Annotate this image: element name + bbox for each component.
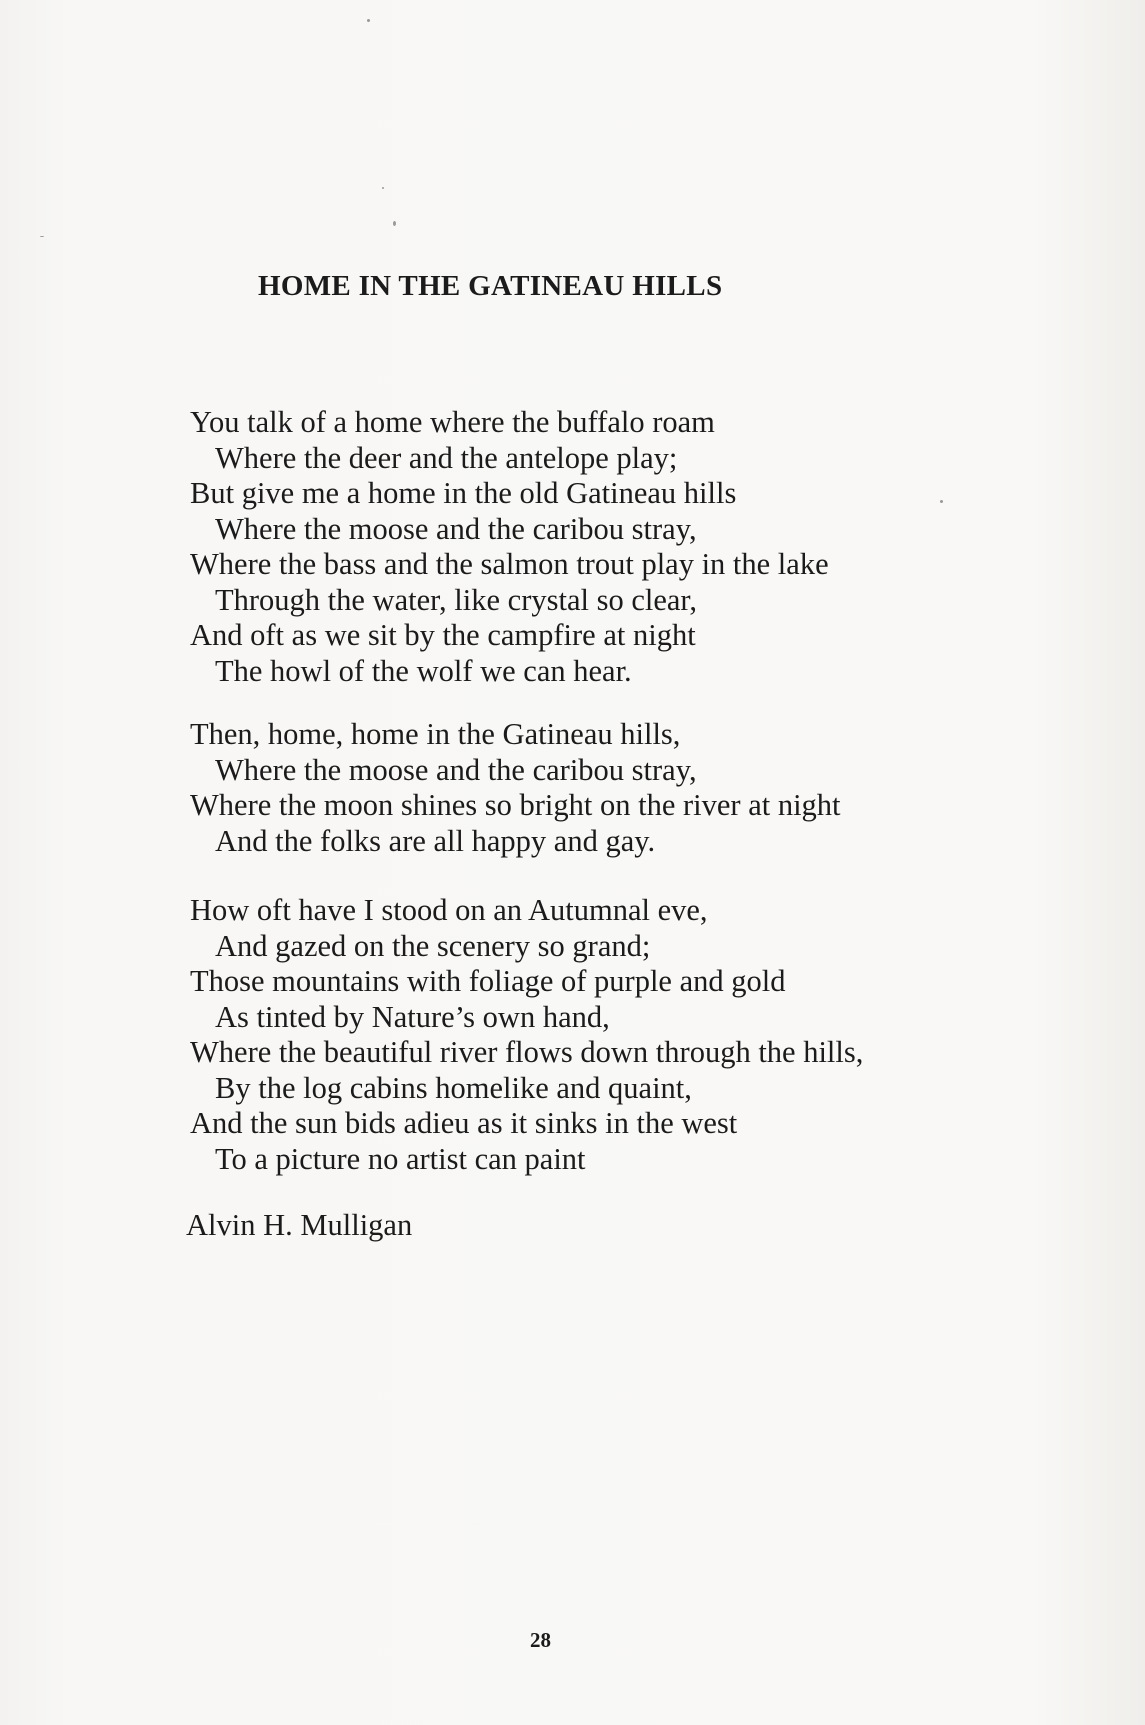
poem-line: And gazed on the scenery so grand; [215, 928, 651, 963]
poem-line: To a picture no artist can paint [215, 1141, 586, 1176]
stanza [190, 405, 829, 689]
poem-line: And the sun bids adieu as it sinks in the west [190, 1106, 738, 1140]
poem-line: But give me a home in the old Gatineau hills [190, 476, 737, 510]
page-number: 28 [530, 1628, 551, 1652]
poem-line: Where the beautiful river flows down through the hills, [190, 1035, 864, 1069]
poem-line: Where the moon shines so bright on the river at night [190, 788, 841, 822]
paper-speck [940, 500, 943, 503]
paper-speck [382, 187, 384, 189]
poem-line: And oft as we sit by the campfire at night [190, 618, 696, 652]
poem-line: You talk of a home where the buffalo roam [190, 405, 715, 439]
poem-line: And the folks are all happy and gay. [215, 823, 656, 858]
poem-line: Where the moose and the caribou stray, [215, 752, 697, 787]
poem-line: How oft have I stood on an Autumnal eve, [190, 893, 708, 927]
poem-line: By the log cabins homelike and quaint, [215, 1070, 692, 1105]
paper-speck [40, 236, 44, 237]
paper-speck [393, 221, 396, 226]
poem-line: The howl of the wolf we can hear. [215, 653, 632, 688]
stanza [190, 893, 863, 1177]
poem-line: Those mountains with foliage of purple and gold [190, 964, 786, 998]
poem-line: Through the water, like crystal so clear, [215, 582, 697, 617]
poem-line: As tinted by Nature’s own hand, [215, 999, 610, 1034]
stanza [190, 717, 841, 859]
poem-title: HOME IN THE GATINEAU HILLS [258, 270, 723, 302]
poem-line: Where the moose and the caribou stray, [215, 511, 697, 546]
poem-line: Where the deer and the antelope play; [215, 440, 678, 475]
paper-speck [367, 19, 370, 22]
author-name: Alvin H. Mulligan [186, 1208, 413, 1242]
poem-line: Then, home, home in the Gatineau hills, [190, 717, 681, 751]
poem-line: Where the bass and the salmon trout play in the lake [190, 547, 829, 581]
